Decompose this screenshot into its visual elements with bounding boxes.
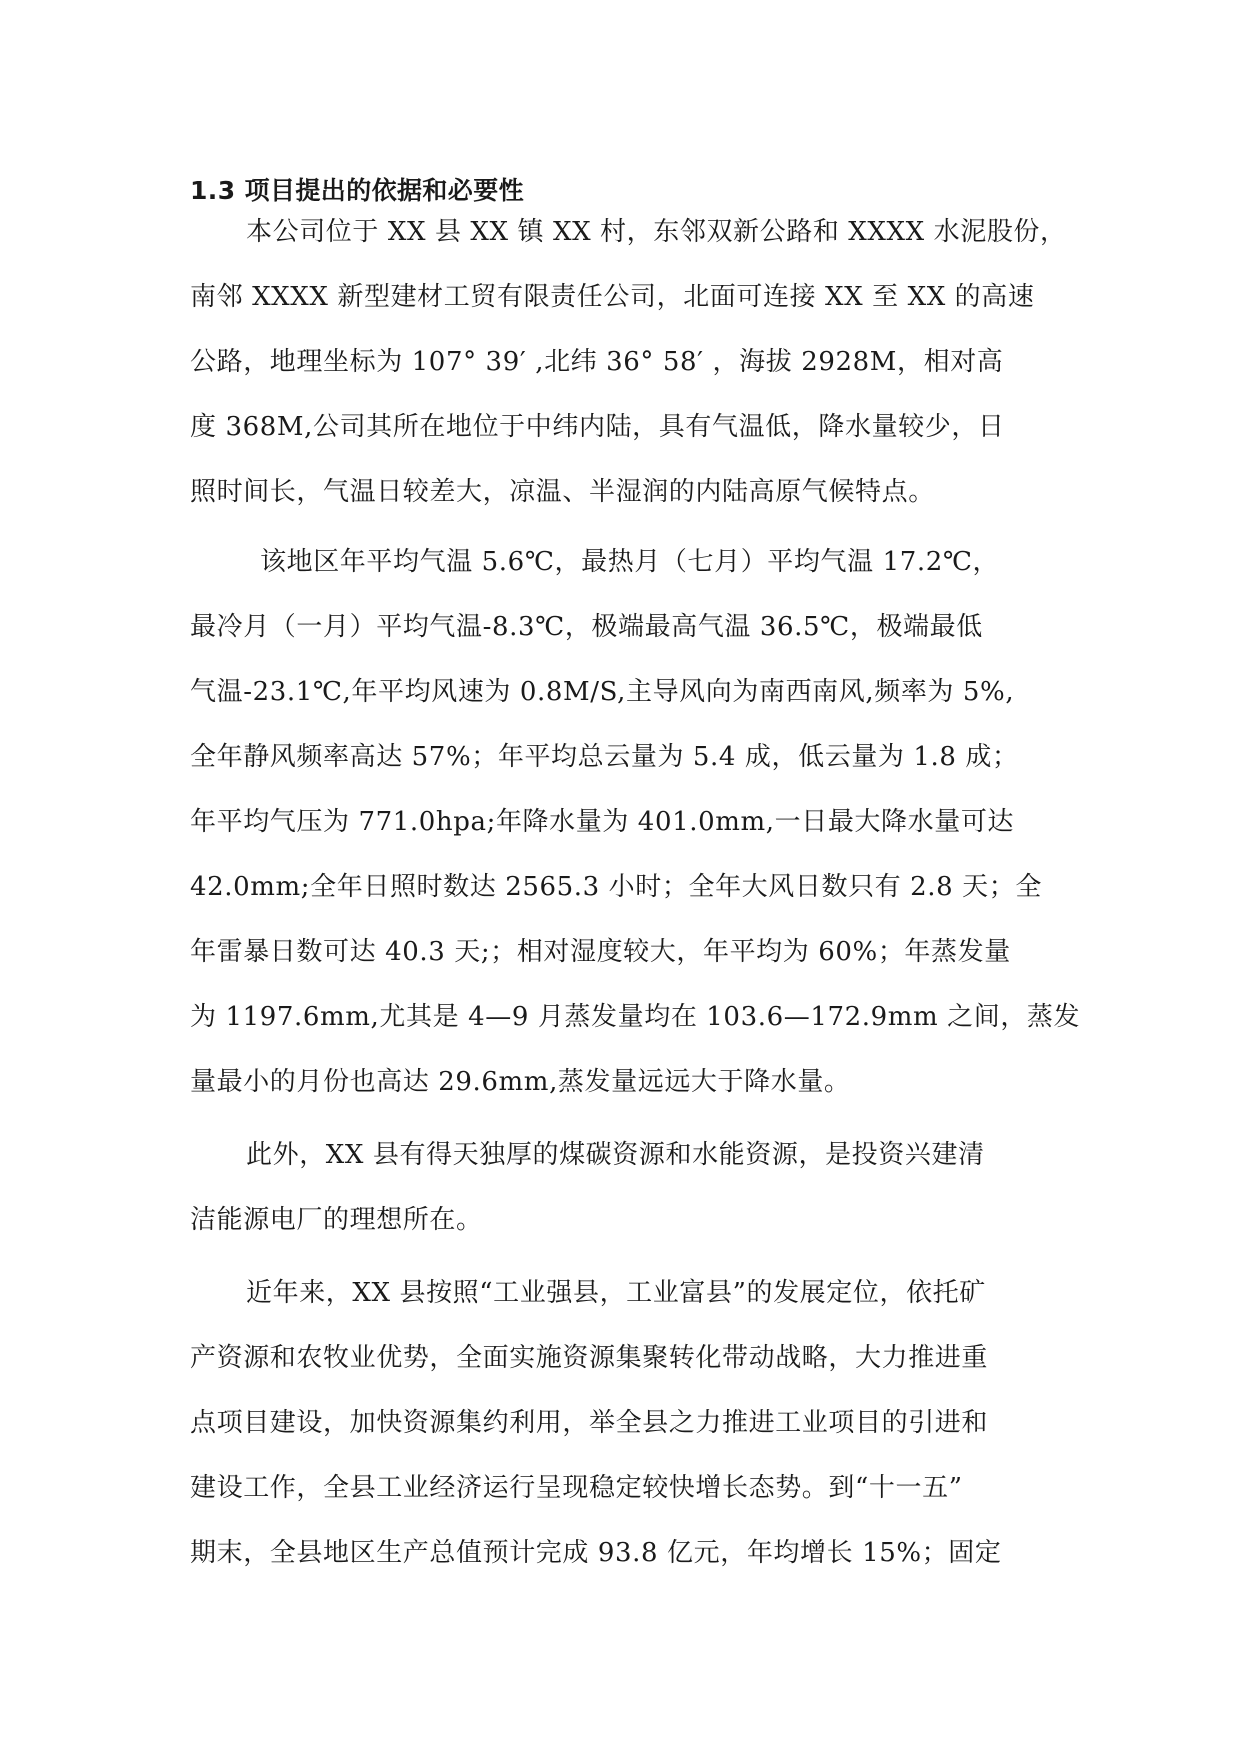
paragraph-2-line-4: 全年静风频率高达 57%；年平均总云量为 5.4 成，低云量为 1.8 成； [190, 742, 1019, 772]
section-heading: 1.3 项目提出的依据和必要性 [190, 176, 524, 205]
paragraph-1-line-5: 照时间长，气温日较差大，凉温、半湿润的内陆高原气候特点。 [190, 477, 935, 507]
paragraph-2-line-2: 最冷月（一月）平均气温-8.3℃，极端最高气温 36.5℃，极端最低 [190, 612, 983, 642]
paragraph-3-line-2: 洁能源电厂的理想所在。 [190, 1205, 483, 1235]
paragraph-1-line-3: 公路，地理坐标为 107° 39′ ,北纬 36° 58′ ，海拔 2928M，相对高 [190, 347, 1004, 377]
paragraph-4-line-5: 期末，全县地区生产总值预计完成 93.8 亿元，年均增长 15%；固定 [190, 1538, 1002, 1568]
paragraph-2-line-7: 年雷暴日数可达 40.3 天;；相对湿度较大，年平均为 60%；年蒸发量 [190, 937, 1011, 967]
paragraph-4-line-4: 建设工作，全县工业经济运行呈现稳定较快增长态势。到“十一五” [190, 1473, 963, 1503]
paragraph-4-line-3: 点项目建设，加快资源集约利用，举全县之力推进工业项目的引进和 [190, 1408, 989, 1438]
paragraph-2-line-9: 量最小的月份也高达 29.6mm,蒸发量远远大于降水量。 [190, 1067, 851, 1097]
paragraph-4-line-2: 产资源和农牧业优势，全面实施资源集聚转化带动战略，大力推进重 [190, 1343, 989, 1373]
paragraph-4-line-1: 近年来，XX 县按照“工业强县，工业富县”的发展定位，依托矿 [246, 1278, 986, 1308]
paragraph-2-line-6: 42.0mm;全年日照时数达 2565.3 小时；全年大风日数只有 2.8 天；全 [190, 872, 1042, 902]
paragraph-1-line-2: 南邻 XXXX 新型建材工贸有限责任公司，北面可连接 XX 至 XX 的高速 [190, 282, 1035, 312]
paragraph-2-line-5: 年平均气压为 771.0hpa;年降水量为 401.0mm,一日最大降水量可达 [190, 807, 1015, 837]
paragraph-1-line-1: 本公司位于 XX 县 XX 镇 XX 村，东邻双新公路和 XXXX 水泥股份， [246, 217, 1067, 247]
paragraph-1-line-4: 度 368M,公司其所在地位于中纬内陆，具有气温低，降水量较少，日 [190, 412, 1005, 442]
paragraph-2-line-8: 为 1197.6mm,尤其是 4—9 月蒸发量均在 103.6—172.9mm 之间，蒸发 [190, 1002, 1081, 1032]
paragraph-3-line-1: 此外，XX 县有得天独厚的煤碳资源和水能资源，是投资兴建清 [246, 1140, 985, 1170]
paragraph-2-line-1: 该地区年平均气温 5.6℃，最热月（七月）平均气温 17.2℃， [260, 547, 1000, 577]
paragraph-2-line-3: 气温-23.1℃,年平均风速为 0.8M/S,主导风向为南西南风,频率为 5%, [190, 677, 1015, 707]
